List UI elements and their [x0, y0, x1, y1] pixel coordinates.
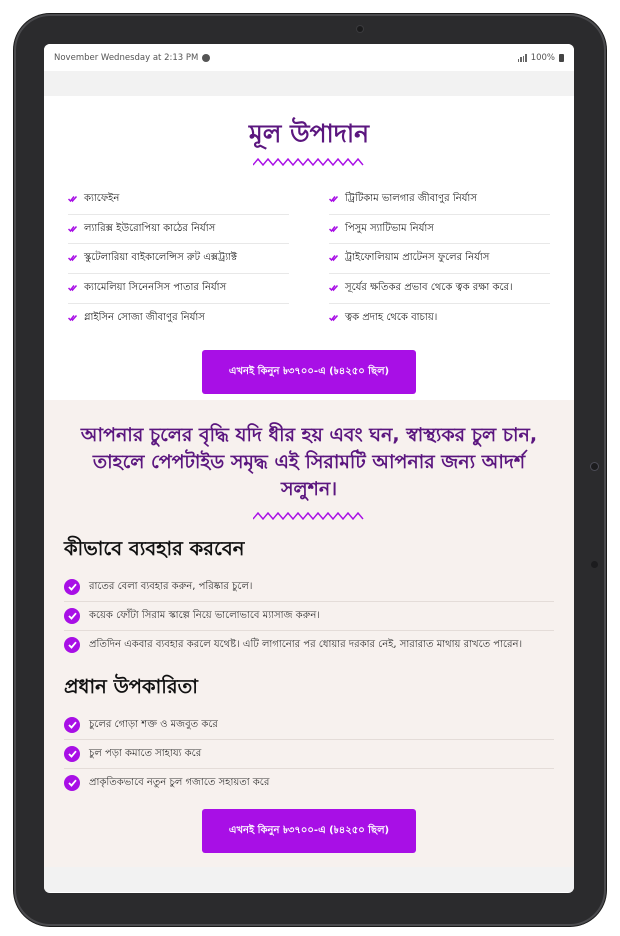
ingredient-item: ত্বক প্রদাহ থেকে বাচায়।	[329, 304, 550, 334]
buy-now-button[interactable]: এখনই কিনুন ৳৩৭০০-এ (৳৪২৫০ ছিল)	[202, 809, 416, 853]
main-benefits-list	[64, 711, 554, 797]
double-check-icon	[329, 225, 339, 234]
list-item: রাতের বেলা ব্যবহার করুন, পরিষ্কার চুলে।	[64, 573, 554, 602]
front-camera	[357, 26, 363, 32]
ingredient-item: ক্যাফেইন	[68, 185, 289, 215]
ingredient-grid	[68, 185, 550, 333]
top-spacer	[44, 71, 574, 96]
ingredient-item: পিসুম স্যাটিভাম নির্যাস	[329, 215, 550, 245]
double-check-icon	[329, 254, 339, 263]
main-benefits-title: প্রধান উপকারিতা	[64, 674, 198, 698]
double-check-icon	[68, 254, 78, 263]
ingredient-item: ক্যামেলিয়া সিনেনসিস পাতার নির্যাস	[68, 274, 289, 304]
how-to-title: কীভাবে ব্যবহার করবেন	[64, 536, 245, 560]
double-check-icon	[68, 195, 78, 204]
double-check-icon	[68, 284, 78, 293]
battery-level: 100%	[530, 52, 555, 63]
status-time: November Wednesday at 2:13 PM	[54, 52, 199, 63]
ingredient-item: স্কুটেলারিয়া বাইকালেন্সিস রুট এক্সট্র্যাক্ট	[68, 244, 289, 274]
zigzag-divider	[253, 511, 365, 521]
ingredients-title: মূল উপাদান	[248, 119, 370, 148]
list-item: চুল পড়া কমাতে সাহায্য করে	[64, 740, 554, 769]
ingredients-section	[44, 96, 574, 400]
ingredient-item: ল্যারিক্স ইউরোপিয়া কাঠের নির্যাস	[68, 215, 289, 245]
check-circle-icon	[64, 717, 80, 733]
double-check-icon	[329, 314, 339, 323]
double-check-icon	[68, 225, 78, 234]
ingredient-column-right	[329, 185, 550, 333]
ingredient-item: সূর্যের ক্ষতিকর প্রভাব থেকে ত্বক রক্ষা করে।	[329, 274, 550, 304]
signal-icon	[518, 54, 527, 62]
check-circle-icon	[64, 775, 80, 791]
double-check-icon	[329, 195, 339, 204]
tablet-frame	[14, 14, 606, 926]
side-sensor	[591, 463, 598, 470]
double-check-icon	[329, 284, 339, 293]
zigzag-divider	[253, 157, 365, 167]
buy-now-button[interactable]: এখনই কিনুন ৳৩৭০০-এ (৳৪২৫০ ছিল)	[202, 350, 416, 394]
double-check-icon	[68, 314, 78, 323]
bottom-spacer	[44, 867, 574, 892]
cta-wrap-bottom	[64, 809, 554, 853]
check-circle-icon	[64, 608, 80, 624]
list-item: প্রতিদিন একবার ব্যবহার করলে যথেষ্ট। এটি লাগানোর পর ধোয়ার দরকার নেই, সারারাত মাথায় রাখতে পারেন।	[64, 631, 554, 659]
list-item: প্রাকৃতিকভাবে নতুন চুল গজাতে সহায়তা করে	[64, 769, 554, 797]
check-circle-icon	[64, 637, 80, 653]
ingredient-column-left	[68, 185, 289, 333]
list-item: কয়েক ফোঁটা সিরাম স্কাল্পে নিয়ে ভালোভাবে ম্যাসাজ করুন।	[64, 602, 554, 631]
benefits-section	[44, 400, 574, 867]
screen	[44, 44, 574, 893]
ingredient-item: ট্রাইফোলিয়াম প্রাটেনস ফুলের নির্যাস	[329, 244, 550, 274]
side-button	[591, 561, 598, 568]
list-item: চুলের গোড়া শক্ত ও মজবুত করে	[64, 711, 554, 740]
benefits-headline: আপনার চুলের বৃদ্ধি যদি ধীর হয় এবং ঘন, স্বাস্থ্যকর চুল চান, তাহলে পেপটাইড সমৃদ্ধ এই সিরামটি আপনার জন্য আদর্শ সলুশন।	[80, 424, 538, 500]
ingredient-item: গ্লাইসিন সোজা জীবাণুর নির্যাস	[68, 304, 289, 334]
check-circle-icon	[64, 746, 80, 762]
status-bar	[44, 44, 574, 71]
check-circle-icon	[64, 579, 80, 595]
ingredient-item: ট্রিটিকাম ভালগার জীবাণুর নির্যাস	[329, 185, 550, 215]
cta-wrap-top	[68, 350, 550, 394]
notification-icon	[202, 54, 210, 62]
how-to-list	[64, 573, 554, 659]
battery-icon	[559, 54, 564, 62]
